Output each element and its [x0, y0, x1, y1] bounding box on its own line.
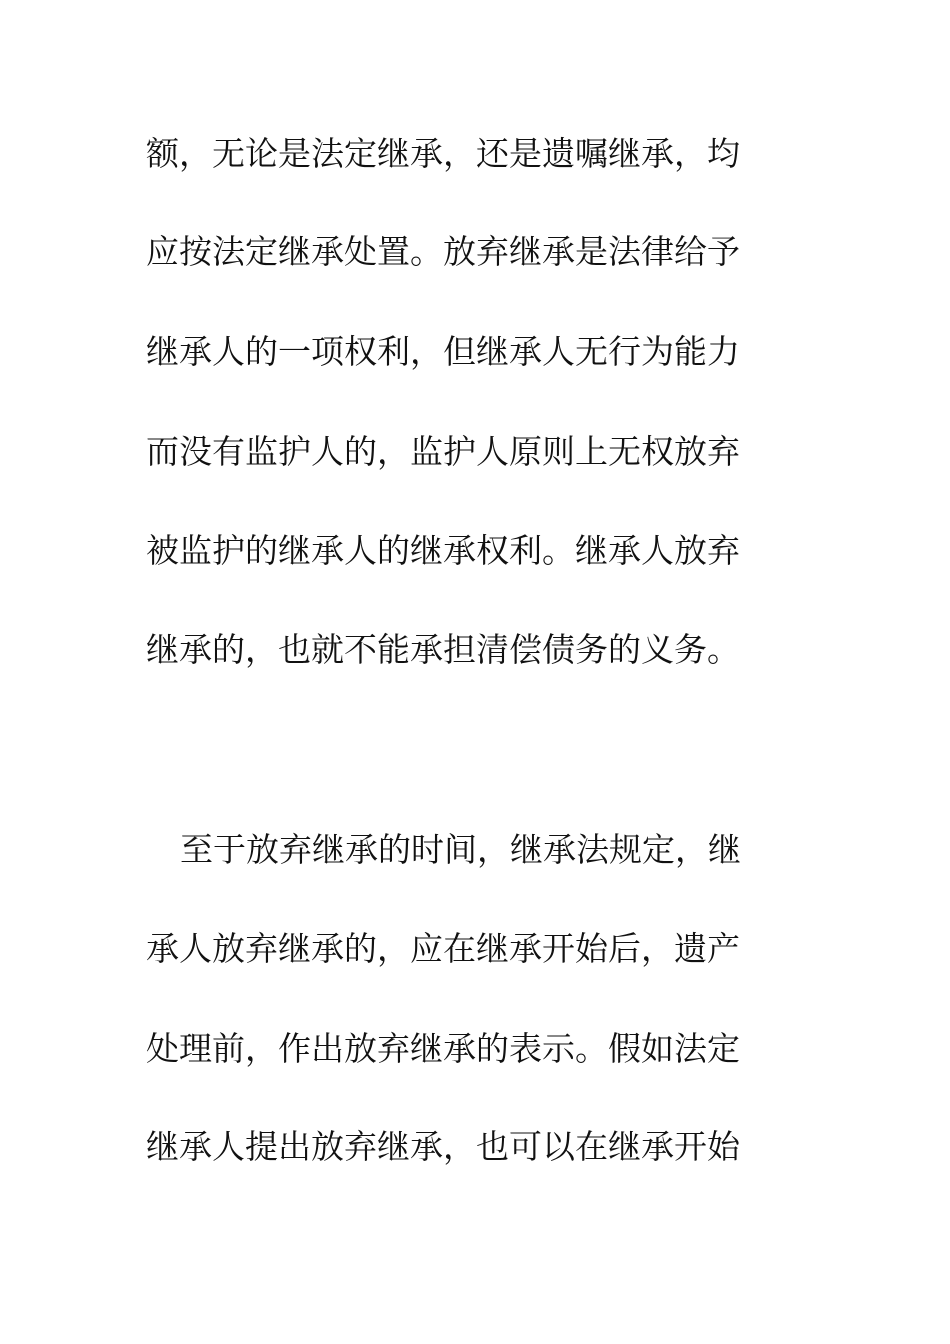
text-line: 而没有监护人的，监护人原则上无权放弃 [146, 432, 740, 471]
text-line: 应按法定继承处置。放弃继承是法律给予 [146, 232, 740, 271]
text-line: 处理前，作出放弃继承的表示。假如法定 [146, 1029, 740, 1068]
text-line: 至于放弃继承的时间，继承法规定，继 [180, 830, 741, 869]
text-line: 继承人的一项权利，但继承人无行为能力 [146, 332, 740, 371]
text-line: 额，无论是法定继承，还是遗嘱继承，均 [146, 134, 740, 173]
text-line: 被监护的继承人的继承权利。继承人放弃 [146, 531, 740, 570]
text-line: 继承的，也就不能承担清偿债务的义务。 [146, 630, 740, 669]
text-line: 继承人提出放弃继承，也可以在继承开始 [146, 1127, 740, 1166]
text-line: 承人放弃继承的，应在继承开始后，遗产 [146, 929, 740, 968]
